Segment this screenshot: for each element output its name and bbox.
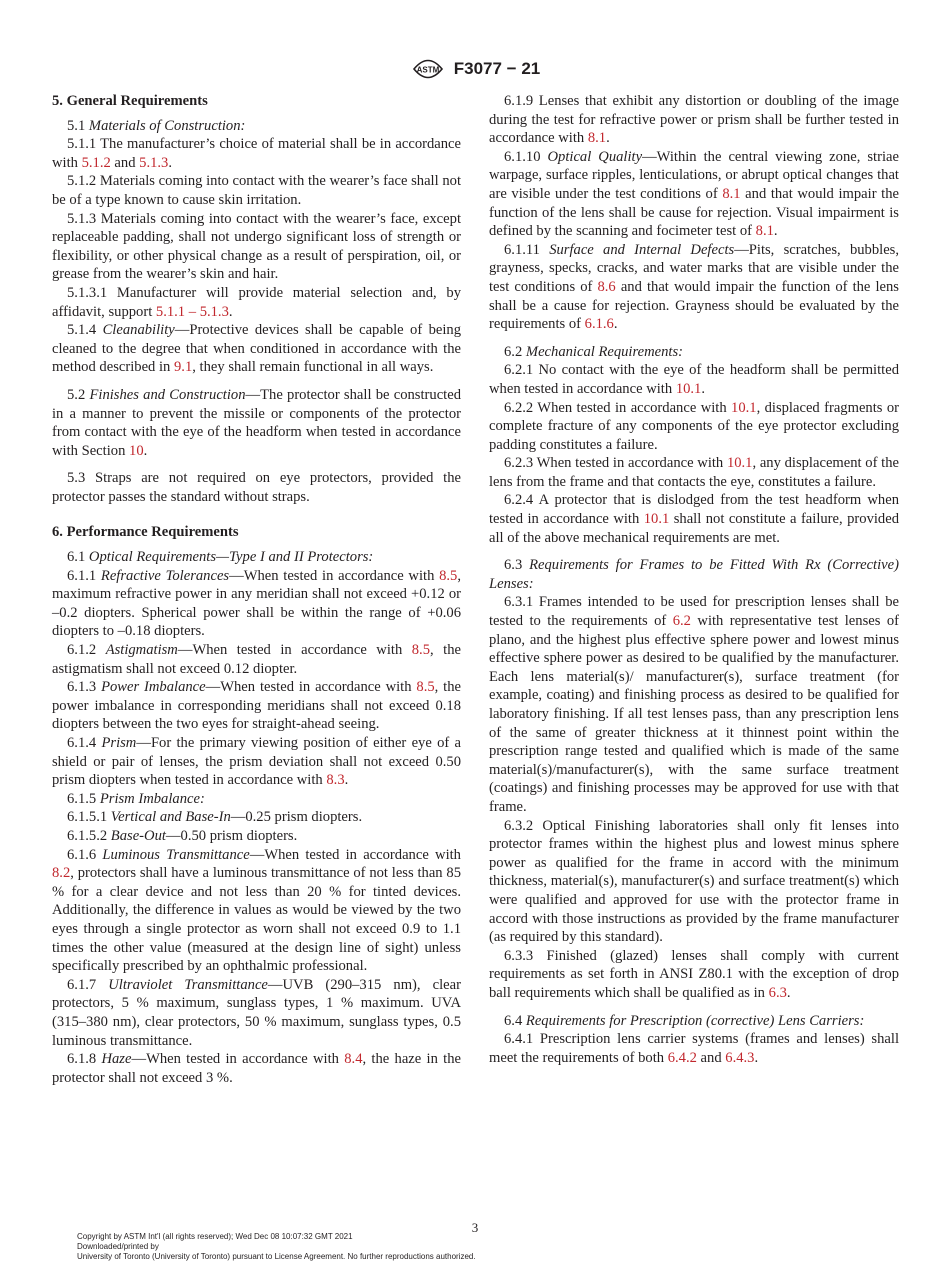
para-6-3-2: 6.3.2 Optical Finishing laboratories shall only fit lenses into protector frames within the highest plus and lowest minus sphere power as qualified for the frame in accord with the minimum thickness, material(s), manufacturer(s) and surface treatment(s) which were qualified and approved for use with the protector frame in accord with those instructions as provided by the frame manufacturer (as required by this standard). xyxy=(489,817,899,946)
ref-link[interactable]: 5.1.1 – 5.1.3 xyxy=(155,303,229,320)
para-6-3-1: 6.3.1 Frames intended to be used for prescription lenses shall be tested to the requirements of 6.2 with representative test lenses of plano, and the highest plus effective sphere power and lowest minus effective sphere power as desired to be qualified by the manufacturer. Each lens material(s)/ manufacturer(s), surface treatment (for example, coating) and finishing process as desired to be qualified for laboratory finishing. If all test lenses pass, than any prescription lens of the same of greater thickness at it thinnest point within the prescription range tested and qualified which is made of the same material(s)/manufacturer(s), with the same surface treatment (coatings) and finishing processes may be approved for use with that frame. xyxy=(489,594,899,815)
para-6-1-1: 6.1.1 Refractive Tolerances—When tested in accordance with 8.5, maximum refractive power in any meridian shall not exceed +0.12 or –0.2 diopters. Spherical power shall be within the range of +0.06 diopters to –0.18 diopters. xyxy=(52,567,461,640)
para-6-1-10: 6.1.10 Optical Quality—Within the central viewing zone, striae warpage, surface ripples, lenticulations, or abrupt optical changes that are visible under the test conditions of 8.1 and that would impair the function of the lens shall be cause for rejection. Visual impairment is defined by the scanning and focimeter test of 8.1. xyxy=(489,148,899,240)
para-6-2-3: 6.2.3 When tested in accordance with 10.1, any displacement of the lens from the frame and that contacts the eye, constitutes a failure. xyxy=(489,455,899,490)
ref-link[interactable]: 8.4 xyxy=(344,1051,363,1068)
para-5-1-3: 5.1.3 Materials coming into contact with the wearer’s face, except replaceable padding, shall not undergo significant loss of strength or flexibility, or other physical change as a result of perspiration, oil, or grease from the wearer’s skin and hair. xyxy=(52,210,461,283)
para-6-1-7: 6.1.7 Ultraviolet Transmittance—UVB (290–315 nm), clear protectors, 5 % maximum, sunglass types, 1 % maximum. UVA (315–380 nm), clear protectors, 50 % maximum, sunglass types, 0.5 luminous transmittance. xyxy=(52,976,461,1049)
para-6-2-1: 6.2.1 No contact with the eye of the headform shall be permitted when tested in accordance with 10.1. xyxy=(489,362,899,397)
page-number: 3 xyxy=(471,1220,479,1235)
ref-link[interactable]: 6.2 xyxy=(672,613,691,630)
para-6-1-5-2: 6.1.5.2 Base-Out—0.50 prism diopters. xyxy=(67,827,298,844)
left-column xyxy=(52,92,461,1087)
para-5-3: 5.3 Straps are not required on eye protectors, provided the protector passes the standard without straps. xyxy=(52,470,461,505)
copyright-footer xyxy=(77,1232,476,1262)
ref-link[interactable]: 9.1 xyxy=(174,359,193,376)
para-6-2-4: 6.2.4 A protector that is dislodged from the test headform when tested in accordance with 10.1 shall not constitute a failure, provided all of the above mechanical requirements are met. xyxy=(489,492,899,546)
para-6-1-3: 6.1.3 Power Imbalance—When tested in accordance with 8.5, the power imbalance in corresponding meridians shall not exceed 0.18 diopters between the two eyes for straight-ahead seeing. xyxy=(52,679,461,733)
footer-line-downloaded: Downloaded/printed by xyxy=(77,1242,159,1251)
para-6-1-6: 6.1.6 Luminous Transmittance—When tested in accordance with 8.2, protectors shall have a luminous transmittance of not less than 85 % for a clear device and not less than 20 % for tinted devices. Additionally, the difference in values as would be viewed by the two eyes through a single protector as worn shall not exceed 0.9 to 1.1 times the other value (measured at the design line of sight) unless specifically prescribed by an ophthalmic professional. xyxy=(52,846,461,975)
para-6-2-2: 6.2.2 When tested in accordance with 10.1, displaced fragments or complete fracture of any components of the eye protector excluding padding constitutes a failure. xyxy=(489,399,899,453)
ref-link[interactable]: 8.1 xyxy=(722,185,741,202)
para-6-1-11: 6.1.11 Surface and Internal Defects—Pits, scratches, bubbles, grayness, specks, cracks, and water marks that are visible under the test conditions of 8.6 and that would impair the function of the lens shall be a cause for rejection. Grayness should be evaluated by the requirements of 6.1.6. xyxy=(489,241,899,333)
ref-link[interactable]: 6.4.2 xyxy=(667,1049,697,1066)
ref-link[interactable]: 8.1 xyxy=(587,130,607,147)
para-5-2: 5.2 Finishes and Construction—The protector shall be constructed in a manner to prevent the missile or components of the protector from contact with the eye of the headform when tested in accordance with Section 10. xyxy=(52,386,462,459)
ref-link[interactable]: 8.1 xyxy=(755,223,774,240)
para-6-1-9: 6.1.9 Lenses that exhibit any distortion or doubling of the image during the test for refractive power or prism shall be further tested in accordance with 8.1. xyxy=(489,93,899,147)
para-6-4: 6.4 Requirements for Prescription (corrective) Lens Carriers: xyxy=(504,1012,865,1029)
ref-link[interactable]: 6.4.3 xyxy=(725,1049,755,1066)
ref-link[interactable]: 8.5 xyxy=(416,679,435,696)
ref-link[interactable]: 8.3 xyxy=(326,772,345,789)
ref-link[interactable]: 10.1 xyxy=(643,511,670,528)
para-6-3-3: 6.3.3 Finished (glazed) lenses shall comply with current requirements as set forth in ANSI Z80.1 with the exception of drop ball requirements which shall be qualified as in 6.3. xyxy=(489,947,899,1001)
para-6-1-5: 6.1.5 Prism Imbalance: xyxy=(67,790,205,807)
section-5-heading: 5. General Requirements xyxy=(52,93,208,109)
para-6-1-8: 6.1.8 Haze—When tested in accordance with 8.4, the haze in the protector shall not exceed 3 %. xyxy=(52,1051,461,1086)
right-column xyxy=(489,92,899,1067)
ref-link[interactable]: 8.5 xyxy=(439,567,458,584)
footer-line-license: University of Toronto (University of Toronto) pursuant to License Agreement. No further reproductions authorized. xyxy=(77,1252,476,1261)
ref-link[interactable]: 10.1 xyxy=(726,455,753,472)
document-number: F3077 − 21 xyxy=(453,59,541,78)
footer-line-copyright: Copyright by ASTM Int'l (all rights reserved); Wed Dec 08 10:07:32 GMT 2021 xyxy=(77,1232,353,1241)
ref-link[interactable]: 6.3 xyxy=(768,984,787,1001)
para-6-3: 6.3 Requirements for Frames to be Fitted With Rx (Corrective) Lenses: xyxy=(489,557,899,592)
page-header xyxy=(0,56,950,84)
ref-link[interactable]: 10 xyxy=(129,442,144,459)
ref-link[interactable]: 10.1 xyxy=(731,399,757,416)
section-6-heading: 6. Performance Requirements xyxy=(52,524,239,541)
ref-link[interactable]: 5.1.3 xyxy=(139,154,169,171)
ref-link[interactable]: 8.2 xyxy=(52,865,71,882)
para-5-1-1: 5.1.1 The manufacturer’s choice of material shall be in accordance with 5.1.2 and 5.1.3. xyxy=(52,136,461,171)
ref-link[interactable]: 8.6 xyxy=(597,278,616,295)
para-6-4-1: 6.4.1 Prescription lens carrier systems (frames and lenses) shall meet the requirements of both 6.4.2 and 6.4.3. xyxy=(489,1031,899,1066)
para-5-1-2: 5.1.2 Materials coming into contact with the wearer’s face shall not be of a type known to cause skin irritation. xyxy=(52,173,461,208)
logo-text: ASTM xyxy=(416,65,440,75)
ref-link[interactable]: 8.5 xyxy=(411,642,430,659)
para-6-2: 6.2 Mechanical Requirements: xyxy=(504,343,684,360)
astm-logo-icon xyxy=(410,56,446,82)
para-5-1: 5.1 Materials of Construction: xyxy=(67,117,246,134)
para-6-1: 6.1 Optical Requirements—Type I and II Protectors: xyxy=(67,549,374,566)
para-6-1-4: 6.1.4 Prism—For the primary viewing position of either eye of a shield or pair of lenses, the prism deviation shall not exceed 0.50 prism diopters when tested in accordance with 8.3. xyxy=(52,735,461,789)
para-5-1-3-1: 5.1.3.1 Manufacturer will provide material selection and, by affidavit, support 5.1.1 – 5.1.3. xyxy=(52,284,461,320)
para-5-1-4: 5.1.4 Cleanability—Protective devices shall be capable of being cleaned to the degree that when conditioned in accordance with the method described in 9.1, they shall remain functional in all ways. xyxy=(52,322,461,376)
para-6-1-2: 6.1.2 Astigmatism—When tested in accordance with 8.5, the astigmatism shall not exceed 0.12 diopter. xyxy=(52,642,461,677)
para-6-1-5-1: 6.1.5.1 Vertical and Base-In—0.25 prism diopters. xyxy=(67,809,363,826)
ref-link[interactable]: 10.1 xyxy=(675,380,702,397)
ref-link[interactable]: 6.1.6 xyxy=(584,316,614,333)
ref-link[interactable]: 5.1.2 xyxy=(81,154,111,171)
